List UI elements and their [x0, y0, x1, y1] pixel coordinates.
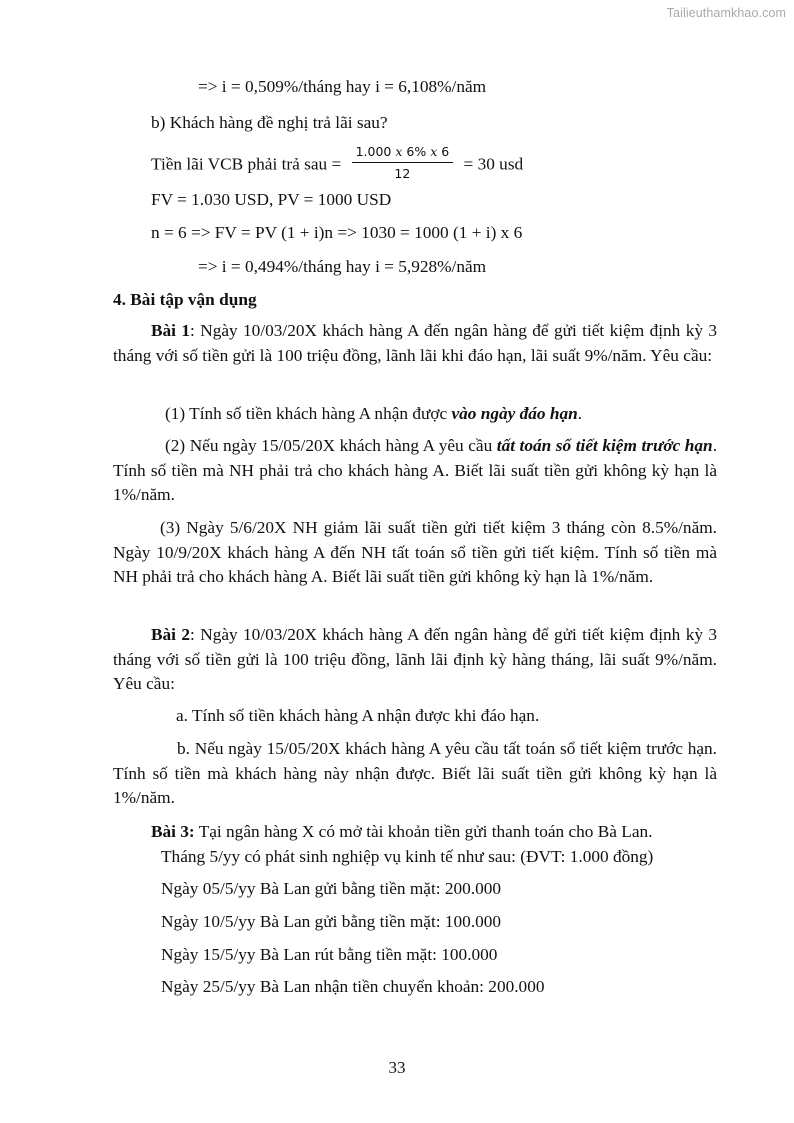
transaction-item: Ngày 15/5/yy Bà Lan rút bằng tiền mặt: 100.000 — [161, 945, 498, 964]
transaction-item: Ngày 25/5/yy Bà Lan nhận tiền chuyển khoản: 200.000 — [161, 977, 545, 996]
section-heading: 4. Bài tập vận dụng — [113, 290, 257, 309]
interest-formula-line — [151, 146, 523, 185]
exercise-2-question-a: a. Tính số tiền khách hàng A nhận được khi đáo hạn. — [176, 706, 540, 725]
fraction — [352, 144, 454, 183]
compound-formula-line: n = 6 => FV = PV (1 + i)n => 1030 = 1000 (1 + i) x 6 — [151, 223, 523, 242]
watermark: Tailieuthamkhao.com — [666, 6, 786, 20]
fv-pv-line: FV = 1.030 USD, PV = 1000 USD — [151, 190, 392, 209]
calc-result-line-2: => i = 0,494%/tháng hay i = 5,928%/năm — [198, 257, 487, 276]
fraction-denominator: 12 — [394, 166, 411, 181]
exercise-1-label: Bài 1 — [151, 321, 191, 340]
exercise-1-question-2: (2) Nếu ngày 15/05/20X khách hàng A yêu cầu tất toán sổ tiết kiệm trước hạn. Tính số tiền mà NH phải trả cho khách hàng A. Biết lãi suất tiền gửi không kỳ hạn là 1%/năm. — [113, 436, 718, 505]
exercise-1-question-3: (3) Ngày 5/6/20X NH giảm lãi suất tiền gửi tiết kiệm 3 tháng còn 8.5%/năm. Ngày 10/9/20X khách hàng A đến NH tất toán sổ tiền gửi tiết kiệm. Tính số tiền mà NH phải trả cho khách hàng A. Biết lãi suất tiền gửi không kỳ hạn là 1%/năm. — [113, 518, 717, 587]
formula-prefix: Tiền lãi VCB phải trả sau = — [151, 154, 342, 174]
transaction-item: Ngày 10/5/yy Bà Lan gửi bằng tiền mặt: 100.000 — [161, 912, 502, 931]
exercise-2-question-b: b. Nếu ngày 15/05/20X khách hàng A yêu cầu tất toán sổ tiết kiệm trước hạn. Tính số tiền mà khách hàng này nhận được. Biết lãi suất tiền gửi không kỳ hạn là 1%/năm. — [113, 739, 717, 808]
subquestion-b: b) Khách hàng đề nghị trả lãi sau? — [151, 113, 388, 132]
transaction-item: Ngày 05/5/yy Bà Lan gửi bằng tiền mặt: 200.000 — [161, 879, 502, 898]
exercise-1-intro: Bài 1: Ngày 10/03/20X khách hàng A đến ngân hàng để gửi tiết kiệm định kỳ 3 tháng với số tiền gửi là 100 triệu đồng, lãnh lãi khi đáo hạn, lãi suất 9%/năm. Yêu cầu: — [113, 321, 718, 365]
exercise-3-line-2: Tháng 5/yy có phát sinh nghiệp vụ kinh tế như sau: (ĐVT: 1.000 đồng) — [161, 847, 654, 866]
exercise-3-line-1: Bài 3: Tại ngân hàng X có mở tài khoản tiền gửi thanh toán cho Bà Lan. — [151, 822, 653, 841]
exercise-2-label: Bài 2 — [151, 625, 191, 644]
exercise-1-question-1: (1) Tính số tiền khách hàng A nhận được vào ngày đáo hạn. — [165, 404, 583, 423]
calc-result-line-1: => i = 0,509%/tháng hay i = 6,108%/năm — [198, 77, 487, 96]
exercise-3-label: Bài 3: — [151, 822, 195, 841]
exercise-2-intro: Bài 2: Ngày 10/03/20X khách hàng A đến ngân hàng để gửi tiết kiệm định kỳ 3 tháng với số tiền gửi là 100 triệu đồng, lãnh lãi định kỳ hàng tháng, lãi suất 9%/năm. Yêu cầu: — [113, 625, 718, 694]
formula-suffix: = 30 usd — [463, 154, 524, 174]
fraction-numerator: 1.000 x 6% x 6 — [352, 144, 454, 163]
page-number: 33 — [388, 1058, 406, 1077]
